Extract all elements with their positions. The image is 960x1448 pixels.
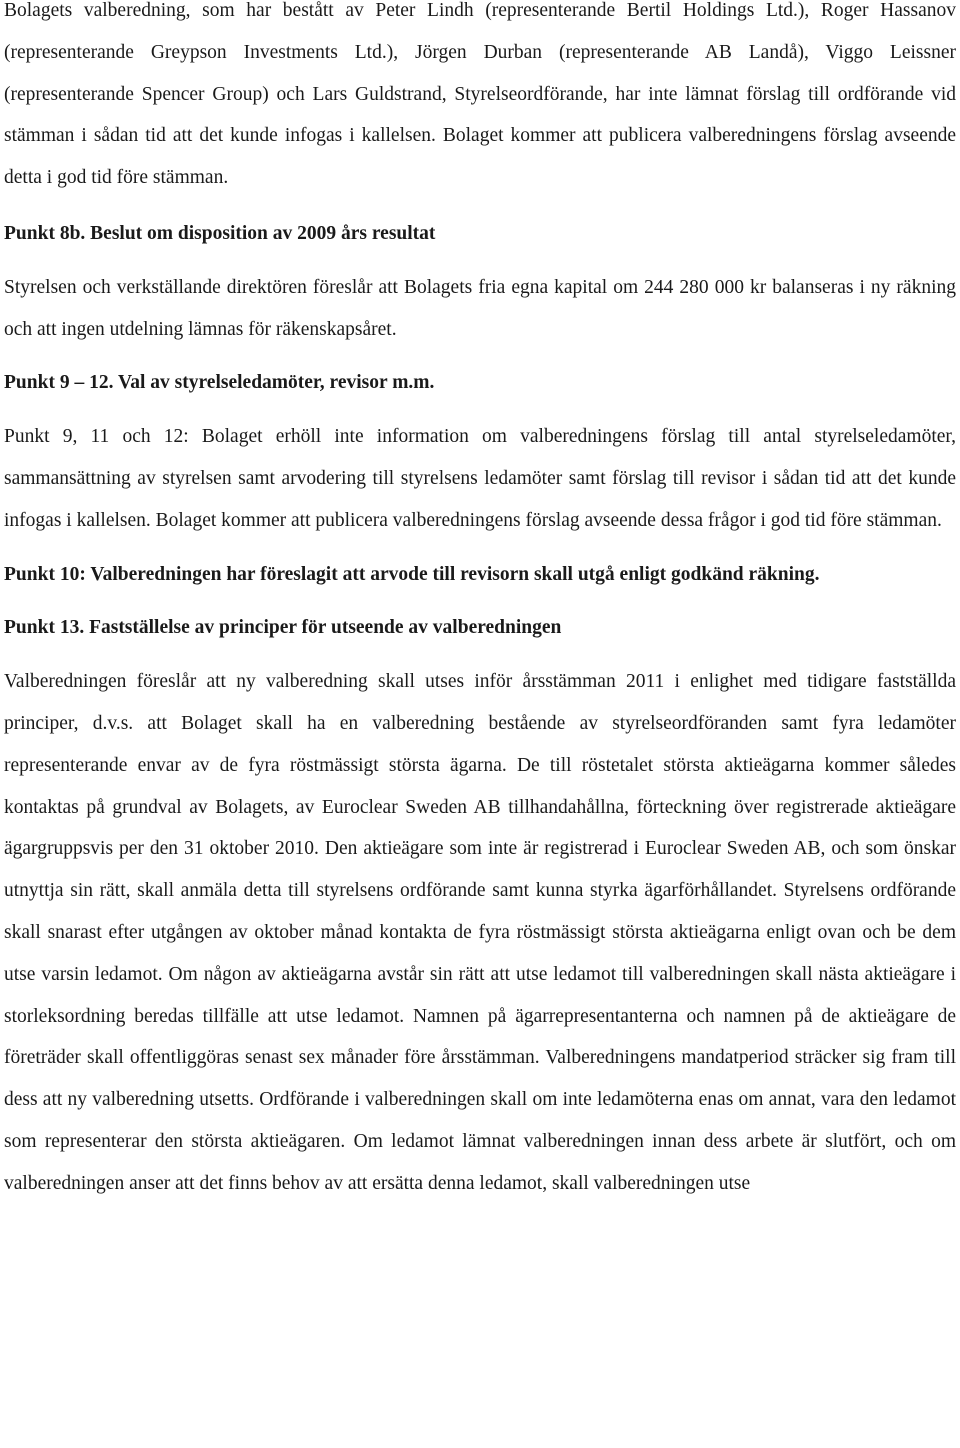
heading-punkt-8b: Punkt 8b. Beslut om disposition av 2009 års resultat — [4, 222, 436, 244]
spacer — [4, 649, 956, 661]
spacer — [4, 255, 956, 267]
paragraph-valberedning-principles: Valberedningen föreslår att ny valberedning skall utses inför årsstämman 2011 i enlighet med tidigare fastställda principer, d.v.s. att Bolaget skall ha en valberedning bestående av styrelseordföranden samt fyra ledamöter representerande envar av de fyra röstmässigt största ägarna. De till röstetalet största aktieägarna kommer således kontaktas på grundval av Bolagets, av Euroclear Sweden AB tillhandahållna, förteckning över registrerade aktieägare ägargruppsvis per den 31 oktober 2010. Den aktieägare som inte är registrerad i Euroclear Sweden AB, och som önskar utnyttja sin rätt, skall anmäla detta till styrelsens ordförande samt kunna styrka ägarförhållandet. Styrelsens ordförande skall snarast efter utgången av oktober månad kontakta de fyra röstmässigt största aktieägarna enligt ovan och be dem utse varsin ledamot. Om någon av aktieägarna avstår sin rätt att utse ledamot till valberedningen skall nästa aktieägare i storleksordning beredas tillfälle att utse ledamot. Namnen på ägarrepresentanterna och namnen på de aktieägare de företräder skall offentliggöras senast sex månader före årsstämman. Valberedningens mandatperiod sträcker sig fram till dess att ny valberedning utsetts. Ordförande i valberedningen skall om inte ledamöterna enas om annat, vara den ledamot som representerar den största aktieägaren. Om ledamot lämnat valberedningen innan dess arbete är slutfört, och om valberedningen anser att det finns behov av att ersätta denna ledamot, skall valberedningen utse — [4, 671, 956, 1194]
spacer — [4, 350, 956, 362]
spacer — [4, 595, 956, 607]
heading-punkt-10: Punkt 10: Valberedningen har föreslagit att arvode till revisorn skall utgå enligt godkänd räkning. — [4, 563, 820, 585]
spacer — [4, 404, 956, 416]
paragraph-punkt-9-11-12: Punkt 9, 11 och 12: Bolaget erhöll inte information om valberedningens förslag till antal styrelseledamöter, sammansättning av styrelsen samt arvodering till styrelsens ledamöter samt förslag till revisor i sådan tid att det kunde infogas i kallelsen. Bolaget kommer att publicera valberedningens förslag avseende dessa frågor i god tid före stämman. — [4, 426, 956, 531]
spacer — [4, 542, 956, 554]
document-page — [4, 0, 956, 1205]
spacer — [4, 199, 956, 213]
heading-punkt-13: Punkt 13. Fastställelse av principer för utseende av valberedningen — [4, 617, 562, 639]
paragraph-disposition: Styrelsen och verkställande direktören föreslår att Bolagets fria egna kapital om 244 280 000 kr balanseras i ny räkning och att ingen utdelning lämnas för räkenskapsåret. — [4, 276, 956, 340]
paragraph-nomination-committee: Bolagets valberedning, som har bestått av Peter Lindh (representerande Bertil Holdings Ltd.), Roger Hassanov (representerande Greypson Investments Ltd.), Jörgen Durban (representerande AB Landå), Viggo Leissner (representerande Spencer Group) och Lars Guldstrand, Styrelseordförande, har inte lämnat förslag till ordförande vid stämman i sådan tid att det kunde infogas i kallelsen. Bolaget kommer att publicera valberedningens förslag avseende detta i god tid före stämman. — [4, 0, 956, 189]
heading-punkt-9-12: Punkt 9 – 12. Val av styrelseledamöter, revisor m.m. — [4, 372, 435, 394]
